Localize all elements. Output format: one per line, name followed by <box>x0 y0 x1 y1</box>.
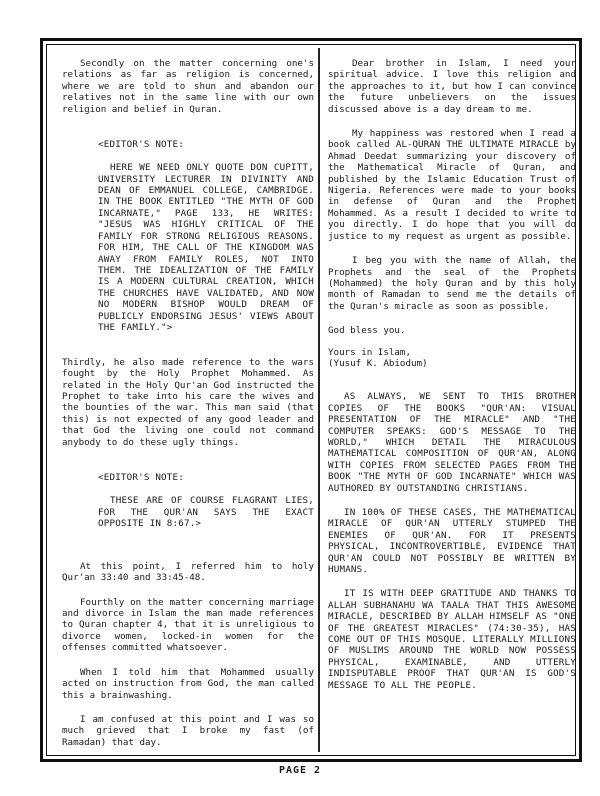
left-paragraph-3: At this point, I referred him to holy Qur'an 33:40 and 33:45-48. <box>62 560 314 584</box>
left-paragraph-6: I am confused at this point and I was so much grieved that I broke my fast (of Ramadan) that day. <box>62 713 314 748</box>
right-caps-paragraph-3: IT IS WITH DEEP GRATITUDE AND THANKS TO ALLAH SUBHANAHU WA TAALA THAT THIS AWESOME MIRACLE, DESCRIBED BY ALLAH HIMSELF AS "ONE OF THE GREATEST MIRACLES" (74:30-35), HAS COME OUT OF THIS MOSQUE. LITERALLY MILLIONS OF MUSLIMS AROUND THE WORLD NOW POSSESS PHYSICAL, EXAMINABLE, AND UTTERLY INDISPUTABLE PROOF THAT QUR'AN IS GOD'S MESSAGE TO ALL THE PEOPLE. <box>328 588 576 691</box>
right-caps-paragraph-2: IN 100% OF THESE CASES, THE MATHEMATICAL MIRACLE OF QUR'AN UTTERLY STUMPED THE ENEMIES OF QUR'AN. FOR IT PRESENTS PHYSICAL, INCONTROVERTIBLE, EVIDENCE THAT QUR'AN COULD NOT POSSIBLY BE WRITTEN BY HUMANS. <box>328 507 576 576</box>
page-number: PAGE 2 <box>278 765 322 776</box>
right-signature: (Yusuf K. Abiodum) <box>328 357 428 369</box>
right-paragraph-2: My happiness was restored when I read a book called AL-QURAN THE ULTIMATE MIRACLE by Ahmad Deedat summarizing your discovery of the Mathematical Miracle of Quran, and published by the Islamic Education Trust of Nigeria. References were made to your books in defense of Quran and the Prophet Mohammed. As a result I decided to write to you directly. I do hope that you will do justice to my request as urgent as possible. <box>328 128 576 242</box>
left-paragraph-5: When I told him that Mohammed usually acted on instruction from God, the man called this a brainwashing. <box>62 666 314 701</box>
editor-note-2-body: THESE ARE OF COURSE FLAGRANT LIES, FOR THE QUR'AN SAYS THE EXACT OPPOSITE IN 8:67.> <box>98 495 314 530</box>
left-paragraph-2: Thirdly, he also made reference to the wars fought by the Holy Prophet Mohammed. As related in the Holy Qur'an God instructed the Prophet to take into his care the wives and the bounties of the war. This man said (that this) is not expected of any good leader and that God the living one could not command anybody to do these ugly things. <box>62 356 314 448</box>
editor-note-2-heading: <EDITOR'S NOTE: <box>98 472 184 484</box>
editor-note-1 <box>62 128 314 345</box>
editor-note-1-heading: <EDITOR'S NOTE: <box>98 139 184 151</box>
right-closing: God bless you. <box>328 325 406 337</box>
right-paragraph-3: I beg you with the name of Allah, the Prophets and the seal of the Prophets (Mohammed) the holy Quran and by this holy month of Ramadan to send me the details of the Quran's miracle as soon as possible. <box>328 255 576 312</box>
editor-note-1-body: HERE WE NEED ONLY QUOTE DON CUPITT, UNIVERSITY LECTURER IN DIVINITY AND DEAN OF EMMANUEL COLLEGE, CAMBRIDGE. IN THE BOOK ENTITLED "THE MYTH OF GOD INCARNATE," PAGE 133, HE WRITES: "JESUS WAS HIGHLY CRITICAL OF THE FAMILY FOR STRONG RELIGIOUS REASONS. FOR HIM, THE CALL OF THE KINGDOM WAS AWAY FROM FAMILY ROLES, NOT INTO THEM. THE IDEALIZATION OF THE FAMILY IS A MODERN CULTURAL CREATION, WHICH THE CHURCHES HAVE VALIDATED, AND NOW NO MODERN BISHOP WOULD DREAM OF PUBLICLY ENDORSING JESUS' VIEWS ABOUT THE FAMILY."> <box>98 162 314 333</box>
right-paragraph-1: Dear brother in Islam, I need your spiritual advice. I love this religion and the approaches to it, but how I can convince the future unbelievers on the issues discussed above is a day dream to me. <box>328 58 576 115</box>
editor-note-2 <box>62 461 314 541</box>
column-divider <box>318 48 320 752</box>
left-paragraph-4: Fourthly on the matter concerning marriage and divorce in Islam the man made references to Quran chapter 4, that it is unreligious to divorce women, locked-in women for the offenses committed whatsoever. <box>62 596 314 654</box>
left-paragraph-1: Secondly on the matter concerning one's relations as far as religion is concerned, where we are told to shun and abandon our relatives not in the same line with our own religion and belief in Quran. <box>62 58 314 115</box>
left-column <box>62 58 314 761</box>
right-caps-paragraph-1: AS ALWAYS, WE SENT TO THIS BROTHER COPIES OF THE BOOKS "QUR'AN: VISUAL PRESENTATION OF THE MIRACLE" AND "THE COMPUTER SPEAKS: GOD'S MESSAGE TO THE WORLD," WHICH DETAIL THE MIRACULOUS MATHEMATICAL COMPOSITION OF QUR'AN, ALONG WITH COPIES FROM SELECTED PAGES FROM THE BOOK "THE MYTH OF GOD INCARNATE" WHICH WAS AUTHORED BY OUTSTANDING CHRISTIANS. <box>328 391 576 494</box>
right-column <box>328 58 576 704</box>
right-signoff: Yours in Islam, <box>328 346 411 358</box>
